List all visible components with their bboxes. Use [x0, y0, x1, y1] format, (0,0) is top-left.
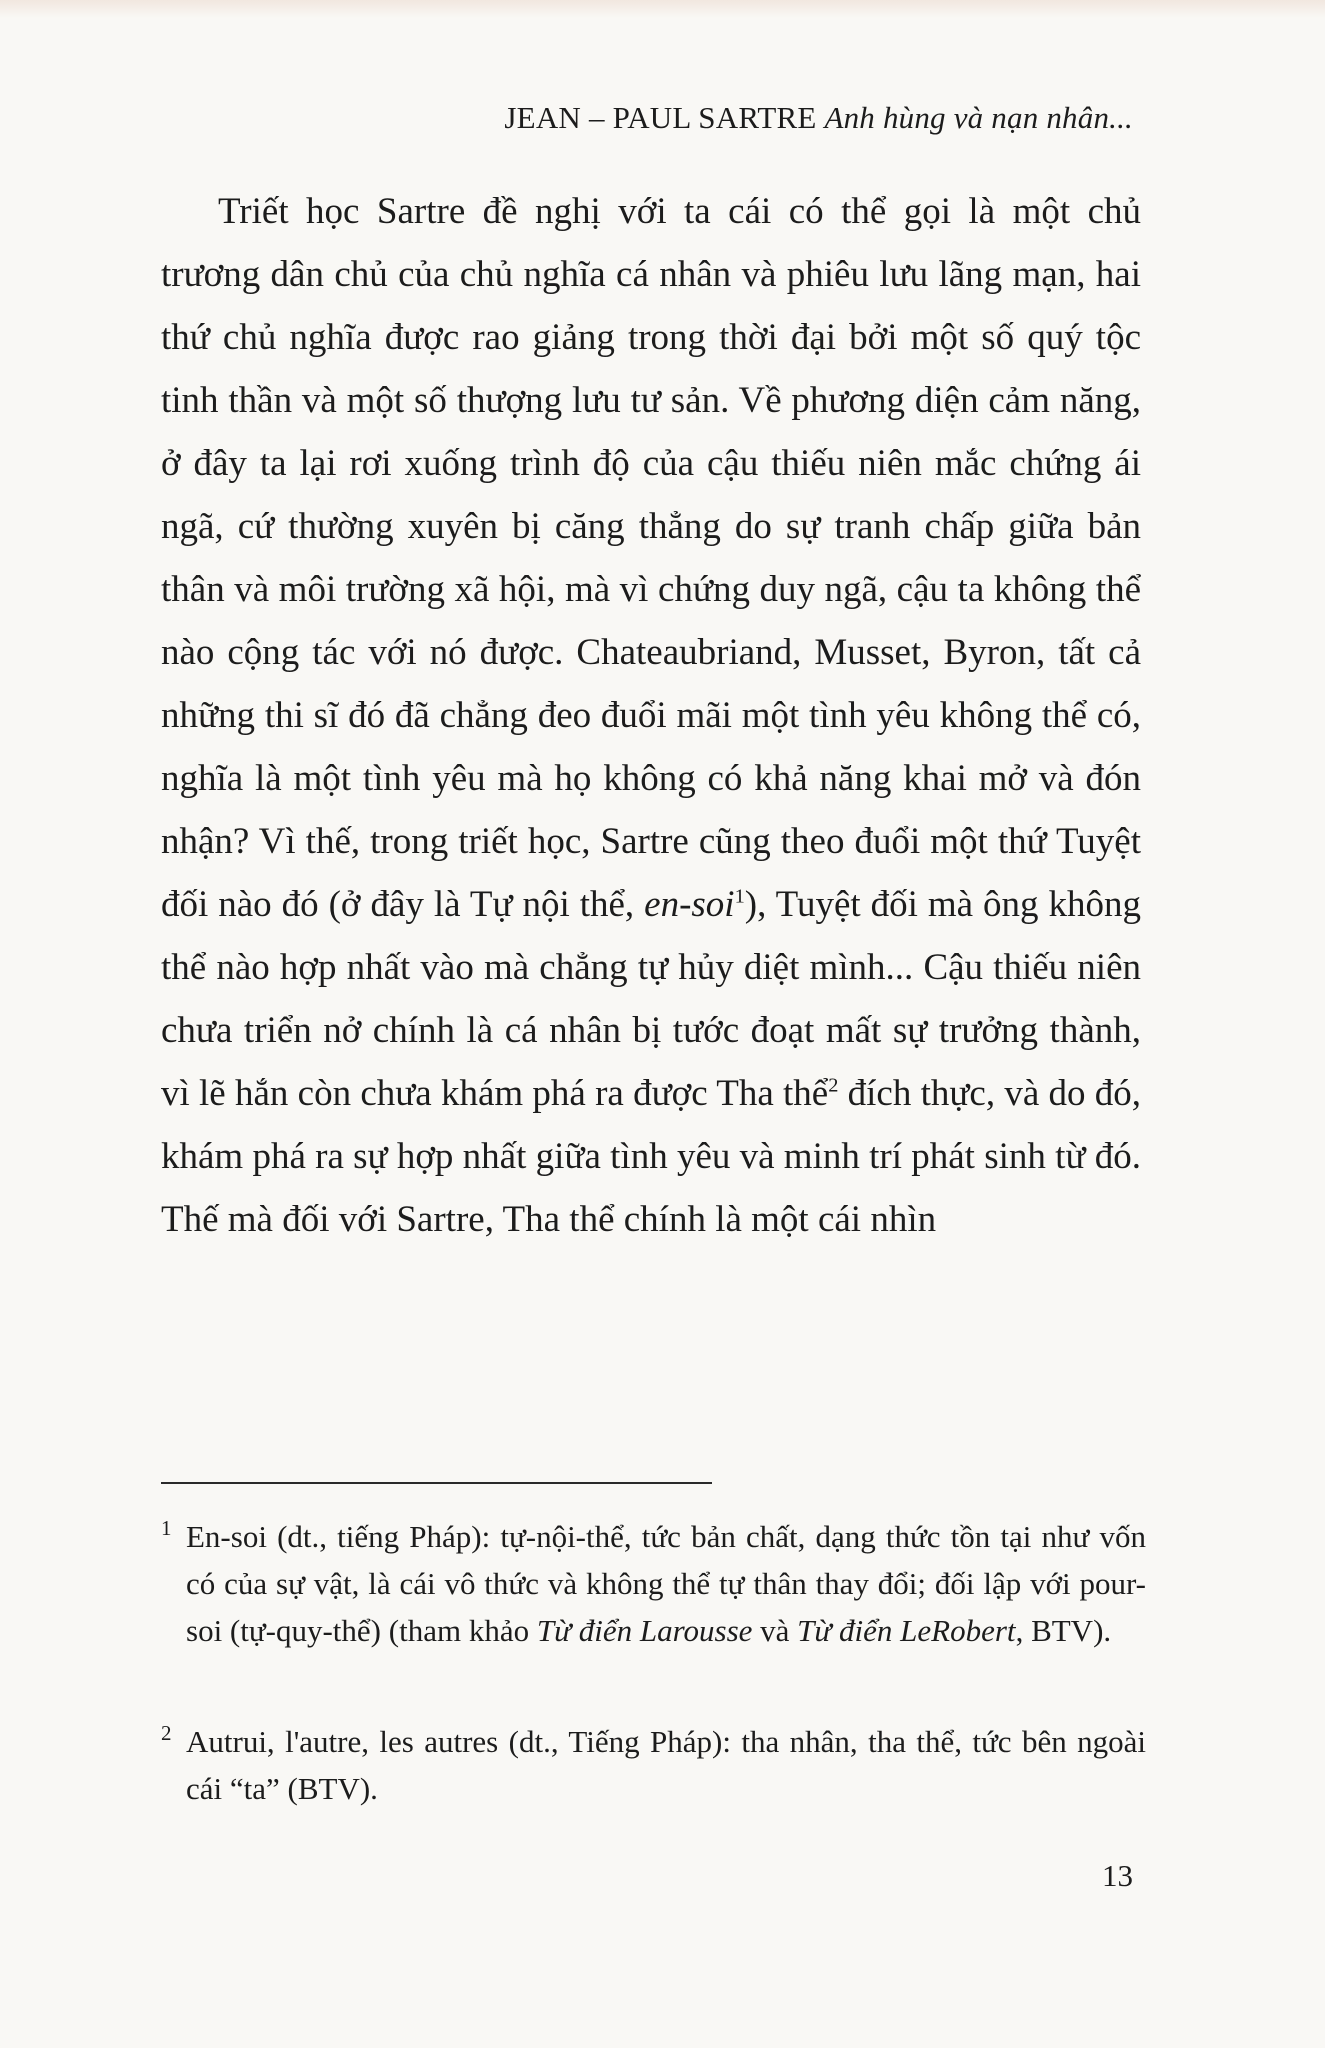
footnote-2-mark: 2 [161, 1721, 172, 1745]
footnote-1-ref-lerobert: Từ điển LeRobert [797, 1613, 1016, 1648]
footnote-1-text [186, 1513, 1146, 1654]
page-number: 13 [1102, 1858, 1133, 1893]
body-text-part-1: Triết học Sartre đề nghị với ta cái có thể gọi là một chủ trương dân chủ của chủ nghĩa cá nhân và phiêu lưu lãng mạn, hai thứ chủ nghĩa được rao giảng trong thời đại bởi một số quý tộc tinh thần và một số thượng lưu tư sản. Về phương diện cảm năng, ở đây ta lại rơi xuống trình độ của cậu thiếu niên mắc chứng ái ngã, cứ thường xuyên bị căng thẳng do sự tranh chấp giữa bản thân và môi trường xã hội, mà vì chứng duy ngã, cậu ta không thể nào cộng tác với nó được. Chateaubriand, Musset, Byron, tất cả những thi sĩ đó đã chẳng đeo đuổi mãi một tình yêu không thể có, nghĩa là một tình yêu mà họ không có khả năng khai mở và đón nhận? Vì thế, trong triết học, Sartre cũng theo đuổi một thứ Tuyệt đối nào đó (ở đây là Tự nội thể, [161, 191, 1141, 925]
footnote-1-ref-larousse: Từ điển Larousse [536, 1613, 753, 1648]
footnote-1-text-a: En-soi (dt., tiếng Pháp): tự-nội-thể, tức bản chất, dạng thức tồn tại như vốn có của sự vật, là cái vô thức và không thể tự thân thay đổi; đối lập với pour-soi (tự-quy-thể) (tham khảo [186, 1519, 1146, 1648]
footnote-1-text-b: và [752, 1613, 798, 1648]
footnote-2 [161, 1718, 1146, 1812]
body-term-en-soi: en-soi [644, 884, 735, 925]
running-header [504, 100, 1133, 136]
footnote-1 [161, 1513, 1146, 1654]
header-book-title: Anh hùng và nạn nhân... [824, 100, 1133, 135]
footnote-2-text: Autrui, l'autre, les autres (dt., Tiếng Pháp): tha nhân, tha thể, tức bên ngoài cái “ta” (BTV). [186, 1724, 1146, 1806]
footnote-1-mark: 1 [161, 1516, 172, 1540]
page-top-edge [0, 0, 1325, 18]
footnote-ref-1: 1 [734, 885, 745, 908]
footnote-rule [161, 1482, 712, 1484]
body-text-part-2: ), Tuyệt đối mà ông không thể nào hợp nhất vào mà chẳng tự hủy diệt mình... Cậu thiếu niên chưa triển nở chính là cá nhân bị tước đoạt mất sự trưởng thành, vì lẽ hắn còn chưa khám phá ra được Tha thể [161, 884, 1141, 1114]
body-text-part-3: đích thực, và do đó, khám phá ra sự hợp nhất giữa tình yêu và minh trí phát sinh từ đó. Thế mà đối với Sartre, Tha thể chính là một cái nhìn [161, 1073, 1142, 1240]
header-author: JEAN – PAUL SARTRE [504, 100, 817, 135]
footnote-1-text-c: , BTV). [1015, 1613, 1112, 1648]
footnote-ref-2: 2 [828, 1074, 839, 1097]
body-paragraph [161, 180, 1141, 1251]
